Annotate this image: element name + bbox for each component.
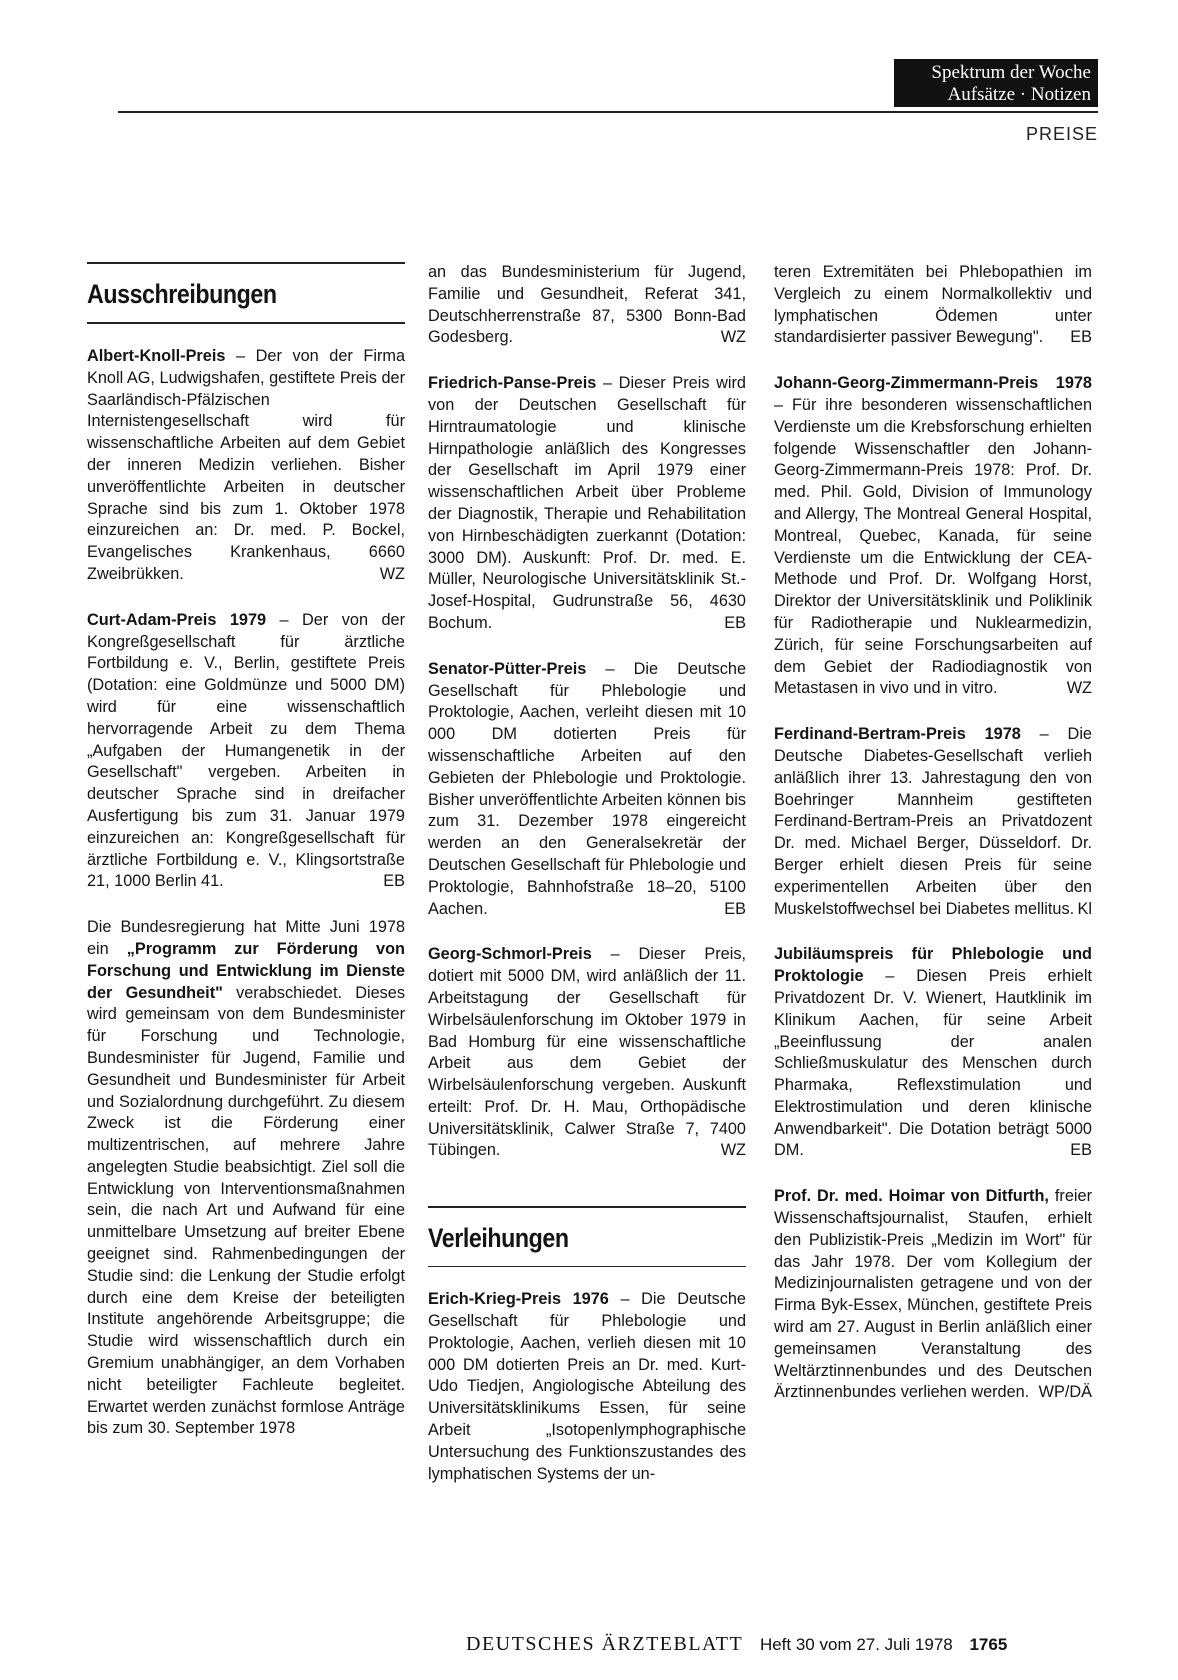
entry-gesundheitsprogramm [87,917,405,1440]
entry-author-tag: WZ [1066,679,1092,698]
entry-body: teren Extremitäten bei Phlebopathien im Vergleich zu einem Normalkollektiv und lymphatischen Ödemen unter standardisierter passiver Bewegung". [774,263,1092,347]
entry-author-tag: WZ [720,328,746,347]
entry-title: Albert-Knoll-Preis [87,347,226,365]
page-number: 1765 [969,1635,1008,1654]
column-3 [774,262,1092,1428]
entry-body: freier Wissenschaftsjournalist, Staufen, erhielt den Publizistik-Preis „Medizin im Wort" für das Jahr 1978. Der vom Kollegium der Medizinjournalisten getragene und von der Firma Byk-Essex, München, gestiftete Preis wird am 27. August in Berlin anläßlich einer gemeinsamen Veranstaltung des Weltärztinnenbundes und des Deutschen Ärztinnenbundes verliehen werden. [774,1187,1092,1402]
entry-title: Friedrich-Panse-Preis [428,374,597,393]
entry-ditfurth [774,1186,1092,1404]
entry-title: Erich-Krieg-Preis 1976 [428,1290,609,1309]
column-2 [428,262,746,1509]
section-rule-bottom [87,322,405,324]
entry-author-tag: EB [724,899,746,918]
entry-friedrich-panse [428,373,746,635]
entry-title: Jubiläumspreis für Phlebologie und Proktologie [774,945,1092,986]
entry-body: – Die Deutsche Gesellschaft für Phlebologie und Proktologie, Aachen, verleiht diesen mit 10 000 DM dotierten Preis für wissenschaftliche Arbeiten auf den Gebieten der Phlebologie und Proktologie. Bisher unveröffentlichte Arbeiten können bis zum 31. Dezember 1978 eingereicht werden an den Generalsekretär der Deutschen Gesellschaft für Phlebologie und Proktologie, Bahnhofstraße 18–20, 5100 Aachen. [428,659,746,918]
entry-title: Ferdinand-Bertram-Preis 1978 [774,725,1021,744]
section-rule-top [87,262,405,264]
entry-body: – Der von der Firma Knoll AG, Ludwigshafen, gestiftete Preis der Saarländisch-Pfälzischen Internistengesellschaft wird für wissenschaftliche Arbeiten auf dem Gebiet der inneren Medizin verliehen. Bisher unveröffentlichte Arbeiten in deutscher Sprache sind bis zum 1. Oktober 1978 einzureichen an: Dr. med. P. Bockel, Evangelisches Krankenhaus, 6660 Zweibrükken. [87,347,405,583]
entry-zimmermann [774,373,1092,700]
badge-line-2: Aufsätze · Notizen [947,84,1091,105]
section-badge [894,59,1098,107]
entry-body: verabschiedet. Dieses wird gemeinsam von dem Bundesminister für Forschung und Technologie, Bundesminister für Jugend, Familie und Gesundheit und Bundesminister für Arbeit und Sozialordnung durchgeführt. Zu diesem Zweck ist die Förderung einer multizentrischen, auf mehrere Jahre angelegten Studie beabsichtigt. Ziel soll die Entwicklung von Interventionsmaßnahmen sein, die nach Art und Aufwand für eine unmittelbare Umsetzung auf breiter Ebene geeignet sind. Rahmenbedingungen der Studie sind: die Lenkung der Studie erfolgt durch eine dem Kreise der beteiligten Institute angehörende Arbeitsgruppe; die Studie wird wissenschaftlich durch ein Gremium unabhängiger, an dem Vorhaben nicht beteiligter Fachleute begleitet. Erwartet werden zunächst formlose Anträge bis zum 30. September 1978 [87,983,405,1438]
entry-author-tag: EB [1070,1141,1092,1160]
entry-author-tag: EB [383,872,405,891]
badge-line-1: Spektrum der Woche [931,62,1091,83]
entry-curt-adam [87,610,405,893]
section-label: PREISE [1025,124,1098,144]
entry-author-tag: WP/DÄ [1038,1383,1092,1402]
entry-jubilaeumspreis [774,944,1092,1162]
entry-continuation [774,262,1092,349]
entry-body: an das Bundesministerium für Jugend, Familie und Gesundheit, Referat 341, Deutschherrenstraße 87, 5300 Bonn-Bad Godesberg. [428,263,746,347]
entry-title: Georg-Schmorl-Preis [428,945,592,964]
entry-title: „Programm zur Förderung von Forschung und Entwicklung im Dienste der Gesundheit" [87,939,405,1002]
column-1 [87,262,405,1464]
entry-author-tag: WZ [379,564,405,583]
entry-author-tag: EB [1070,328,1092,347]
entry-erich-krieg [428,1289,746,1485]
entry-senator-puetter [428,659,746,921]
entry-body: – Für ihre besonderen wissenschaftlichen Verdienste um die Krebsforschung erhielten folgende Wissenschaftler den Johann-Georg-Zimmermann-Preis 1978: Prof. Dr. med. Phil. Gold, Division of Immunology and Allergy, The Montreal General Hospital, Montreal, Quebec, Kanada, für seine Verdienste um die Entwicklung der CEA-Methode und Prof. Dr. Wolfgang Horst, Direktor der Universitätsklinik und Poliklinik für Radiotherapie und Nuklearmedizin, Zürich, für seine Forschungsarbeiten auf dem Gebiet der Radiodiagnostik von Metastasen in vivo und in vitro. [774,395,1092,698]
entry-intro: Die Bundesregierung hat Mitte Juni 1978 ein [87,918,405,958]
issue-info: Heft 30 vom 27. Juli 1978 [759,1635,953,1654]
entry-title: Curt-Adam-Preis 1979 [87,610,267,629]
section-heading-ausschreibungen: Ausschreibungen [87,279,277,309]
entry-title: Senator-Pütter-Preis [428,659,587,678]
header-rule [118,111,1098,113]
entry-body: – Der von der Kongreßgesellschaft für ärztliche Fortbildung e. V., Berlin, gestiftete Preis (Dotation: eine Goldmünze und 5000 DM) wird für eine wissenschaftlich hervorragende Arbeit zu dem Thema „Aufgaben der Humangenetik in der Gesellschaft" vergeben. Arbeiten in deutscher Sprache sind in dreifacher Ausfertigung bis zum 31. Januar 1979 einzureichen an: Kongreßgesellschaft für ärztliche Fortbildung e. V., Klingsortstraße 21, 1000 Berlin 41. [87,610,405,891]
journal-name: DEUTSCHES ÄRZTEBLATT [466,1633,744,1655]
entry-albert-knoll [87,346,405,586]
section-rule-bottom [428,1266,746,1267]
entry-author-tag: WZ [720,1141,746,1160]
entry-ferdinand-bertram [774,724,1092,920]
section-heading-verleihungen: Verleihungen [428,1223,569,1254]
entry-body: – Die Deutsche Diabetes-Gesellschaft verlieh anläßlich ihrer 13. Jahrestagung den von Boehringer Mannheim gestifteten Ferdinand-Bertram-Preis an Privatdozent Dr. med. Michael Berger, Düsseldorf. Dr. Berger erhielt diesen Preis für seine experimentellen Arbeiten über den Muskelstoffwechsel bei Diabetes mellitus. [774,725,1092,918]
entry-body: – Die Deutsche Gesellschaft für Phlebologie und Proktologie, Aachen, verlieh diesen mit 10 000 DM dotierten Preis an Dr. med. Kurt-Udo Tiedjen, Angiologische Abteilung des Universitätsklinikums Essen, für seine Arbeit „Isotopenlymphographische Untersuchung des Funktionszustandes des lymphatischen Systems der un- [428,1290,746,1483]
entry-author-tag: EB [724,613,746,632]
entry-continuation [428,262,746,349]
entry-title: Johann-Georg-Zimmermann-Preis 1978 [774,374,1092,393]
entry-body: – Dieser Preis wird von der Deutschen Gesellschaft für Hirntraumatologie und klinische Hirnpathologie anläßlich des Kongresses der Gesellschaft im April 1979 einer wissenschaftlichen Arbeit über Probleme der Diagnostik, Therapie und Rehabilitation von Hirnbeschädigten zuerkannt (Dotation: 3000 DM). Auskunft: Prof. Dr. med. E. Müller, Neurologische Universitätsklinik St.-Josef-Hospital, Gudrunstraße 56, 4630 Bochum. [428,374,746,632]
page-footer [466,1633,1007,1656]
entry-georg-schmorl [428,944,746,1162]
entry-author-tag: Kl [1077,899,1092,918]
section-rule-top [428,1206,746,1208]
entry-body: – Dieser Preis, dotiert mit 5000 DM, wird anläßlich der 11. Arbeitstagung der Gesellschaft für Wirbelsäulenforschung im Oktober 1979 in Bad Homburg für eine wissenschaftliche Arbeit aus dem Gebiet der Wirbelsäulenforschung vergeben. Auskunft erteilt: Prof. Dr. H. Mau, Orthopädische Universitätsklinik, Calwer Straße 7, 7400 Tübingen. [428,945,746,1160]
entry-body: – Diesen Preis erhielt Privatdozent Dr. V. Wienert, Hautklinik im Klinikum Aachen, für seine Arbeit „Beeinflussung der analen Schließmuskulatur des Menschen durch Pharmaka, Reflexstimulation und Elektrostimulation und deren klinische Anwendbarkeit". Die Dotation beträgt 5000 DM. [774,967,1092,1160]
entry-title: Prof. Dr. med. Hoimar von Ditfurth, [774,1187,1049,1206]
